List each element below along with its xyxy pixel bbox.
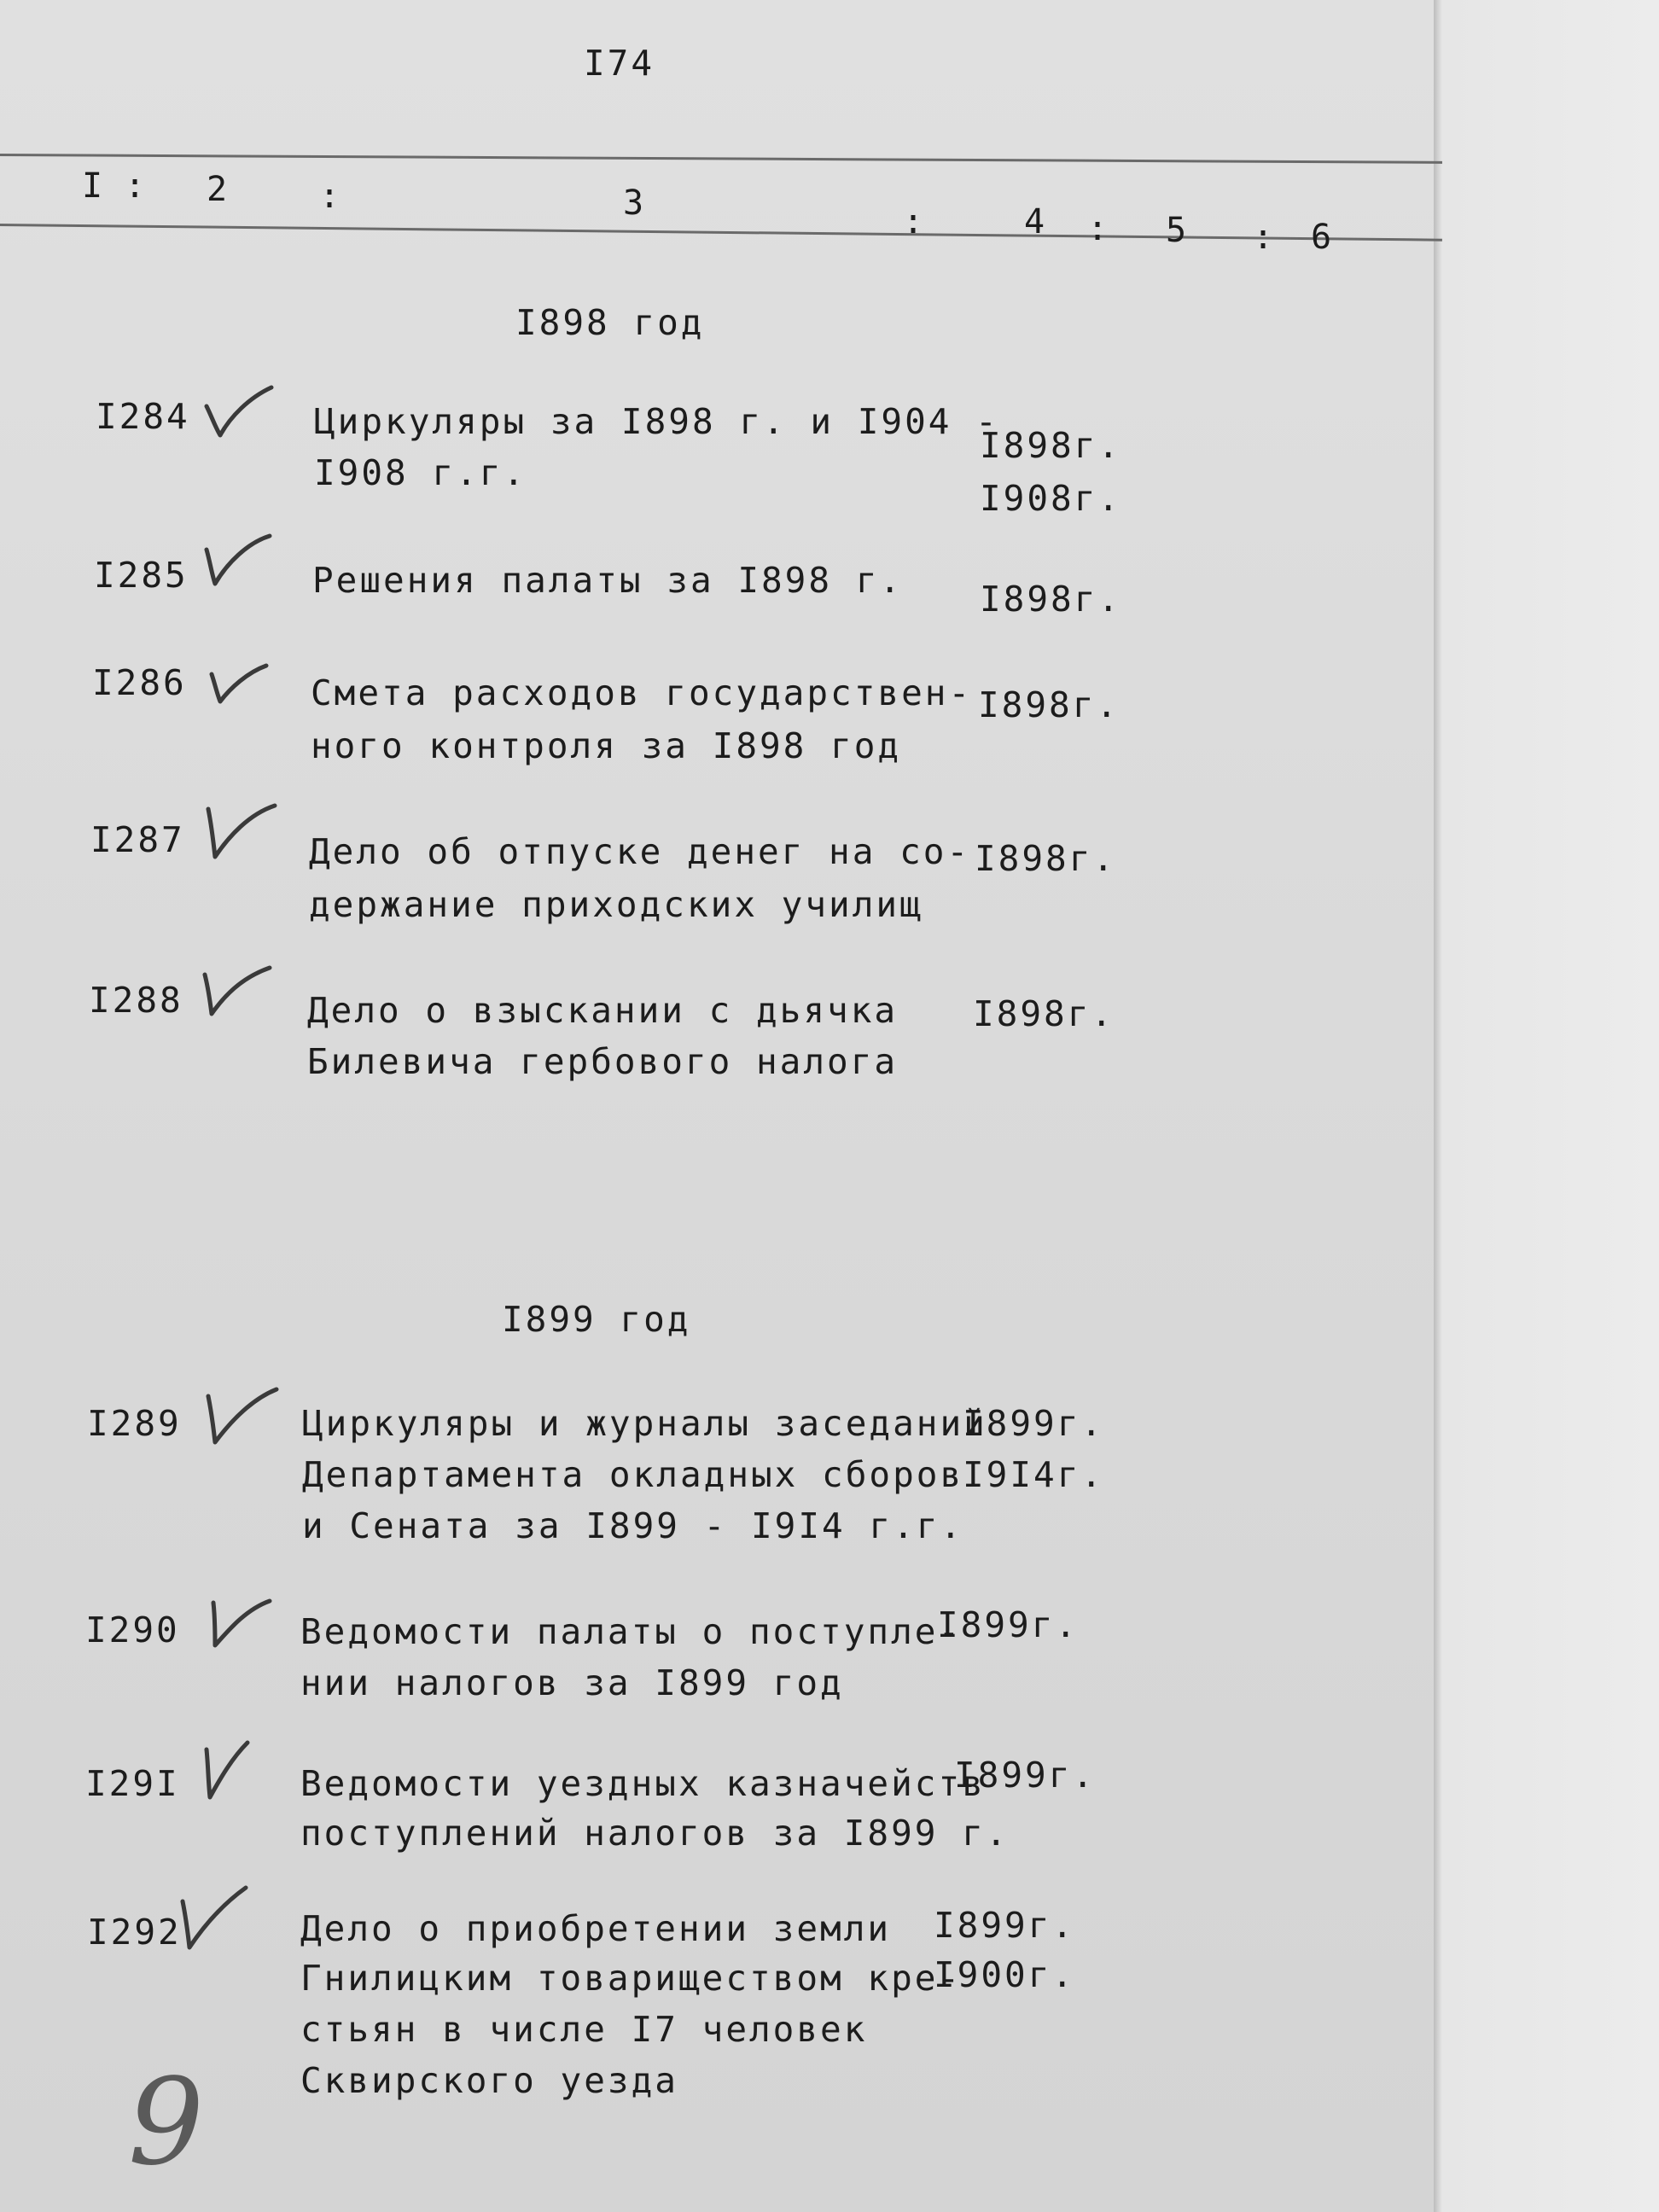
entry-title-line: Билевича гербового налога (307, 1041, 899, 1082)
entry-title-line: поступлений налогов за I899 г. (300, 1813, 1010, 1854)
margin-handwritten-number: 9 (128, 2053, 205, 2192)
col-4-label: 4 (1024, 202, 1045, 242)
entry-number: I286 (92, 662, 187, 703)
entry-number: I284 (96, 396, 190, 437)
entry-title-line: Ведомости палаты о поступле- (300, 1611, 963, 1652)
entry-date: I899г. (954, 1755, 1097, 1796)
next-sheet-edge (1434, 0, 1659, 2212)
entry-date: I900г. (934, 1954, 1076, 1995)
entry-title-line: Смета расходов государствен- (311, 672, 973, 713)
entry-date: I898г. (980, 425, 1122, 466)
check-mark-icon (196, 1736, 256, 1804)
entry-title-line: и Сената за I899 - I9I4 г.г. (302, 1505, 964, 1546)
check-mark-icon (174, 1881, 251, 1954)
check-mark-icon (198, 961, 275, 1021)
entry-date: I908г. (980, 478, 1122, 519)
entry-date: I899г. (934, 1905, 1076, 1946)
year-heading: I899 год (502, 1299, 691, 1340)
entry-date: I9I4г. (963, 1454, 1105, 1495)
col-separator: : (125, 166, 146, 206)
check-mark-icon (205, 657, 273, 708)
entry-number: I292 (87, 1912, 182, 1953)
entry-title-line: Дело о взыскании с дьячка (307, 990, 899, 1031)
entry-date: I898г. (980, 579, 1122, 620)
entry-title-line: Департамента окладных сборов (302, 1454, 964, 1495)
col-separator: : (1253, 218, 1274, 257)
entry-title-line: Циркуляры и журналы заседаний (302, 1403, 987, 1444)
check-mark-icon (200, 1381, 282, 1449)
entry-number: I288 (89, 980, 183, 1021)
entry-number: I287 (90, 819, 185, 860)
entry-title-line: Решения палаты за I898 г. (312, 560, 904, 601)
header-top-rule (0, 154, 1442, 164)
col-2-label: 2 (207, 170, 228, 209)
check-mark-icon (200, 797, 280, 865)
entry-title-line: Ведомости уездных казначейств (300, 1763, 986, 1804)
col-3-label: 3 (623, 183, 644, 223)
entry-number: I29I (85, 1763, 180, 1804)
entry-title-line: ного контроля за I898 год (311, 725, 902, 766)
entry-number: I285 (94, 555, 189, 596)
entry-number: I289 (87, 1403, 182, 1444)
entry-date: I898г. (973, 993, 1115, 1034)
entry-title-line: Дело о приобретении земли (300, 1908, 892, 1949)
col-separator: : (319, 177, 341, 216)
entry-date: I899г. (963, 1403, 1105, 1444)
col-separator: : (1087, 209, 1109, 248)
entry-title-line: стьян в числе I7 человек (300, 2009, 868, 2050)
entry-title-line: Сквирского уезда (300, 2060, 678, 2101)
col-separator: : (903, 202, 924, 242)
check-mark-icon (200, 382, 276, 442)
entry-title-line: Циркуляры за I898 г. и I904 - (314, 401, 999, 442)
page-number: I74 (584, 43, 655, 84)
entry-title-line: I908 г.г. (314, 452, 527, 493)
entry-title-line: нии налогов за I899 год (300, 1662, 844, 1703)
entry-title-line: держание приходских училищ (309, 884, 923, 925)
entry-title-line: Гнилицким товариществом кре- (300, 1958, 963, 1999)
entry-date: I899г. (937, 1604, 1080, 1645)
header-bottom-rule (0, 224, 1442, 242)
entry-title-line: Дело об отпуске денег на со- (309, 831, 971, 872)
col-1-label: I (82, 166, 103, 206)
entry-date: I898г. (978, 684, 1121, 725)
entry-date: I898г. (975, 838, 1117, 879)
check-mark-icon (203, 1592, 275, 1654)
year-heading: I898 год (515, 302, 705, 343)
col-6-label: 6 (1311, 218, 1332, 257)
entry-number: I290 (85, 1610, 180, 1650)
check-mark-icon (198, 529, 275, 589)
col-5-label: 5 (1166, 211, 1187, 250)
